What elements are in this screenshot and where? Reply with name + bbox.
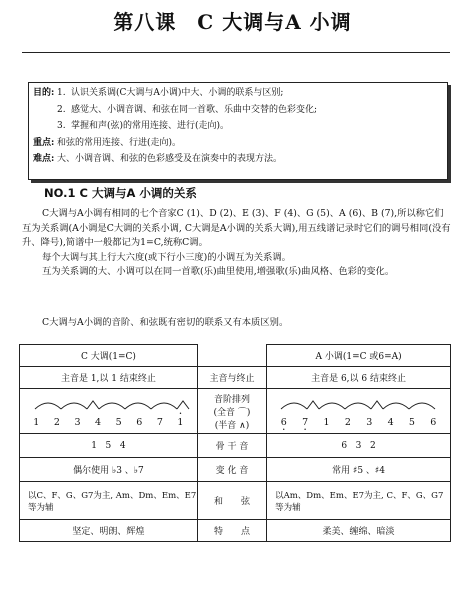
note: 7 (156, 416, 163, 428)
difficulty-label: 难点: (33, 154, 55, 164)
chords-a: 以Am、Dm、Em、E7为主, C、F、G、G7 等为辅 (267, 482, 451, 520)
note: 2 (53, 416, 60, 428)
scale-notes (20, 414, 197, 428)
core-notes-a: 6 3 2 (267, 434, 451, 458)
character-a: 柔美、缠绵、暗淡 (267, 520, 451, 542)
interval-arcs (271, 395, 447, 411)
note: 6 (430, 416, 437, 428)
table-head-c-major: C 大调(1=C) (20, 345, 198, 367)
altered-notes-c (20, 458, 198, 482)
goal-row-1 (33, 85, 447, 102)
page-title: 第八课 C 大调与A 小调 (113, 10, 352, 34)
scale-a-minor (267, 389, 451, 434)
section-heading: NO.1 C 大调与A 小调的关系 (44, 186, 197, 200)
scale-notes (267, 414, 450, 428)
paragraph: C大调与A小调有相同的七个音家C (1)、D (2)、E (3)、F (4)、G (5)、A (6)、B (7),所以称它们互为关系调(A小调是C大调的关系小调, C大调是A小调的关系大调),用五线谱记录时它们的调号相同(没有升、降号),简谱中一般都记为1=C,统称C调。 (22, 208, 451, 248)
altered-notes-a (267, 458, 451, 482)
row-label-core-notes: 骨 干 音 (197, 434, 266, 458)
table-head-a-minor: A 小调(1=C 或6=A) (267, 345, 451, 367)
tonic-c: 主音是 1,以 1 结束终止 (20, 367, 198, 389)
goal-num: 3. (57, 121, 66, 131)
scale-half-tone: (半音 ∧) (214, 420, 250, 431)
character-c: 坚定、明朗、辉煌 (20, 520, 198, 542)
key-point-text: 和弦的常用连接、行进(走向)。 (57, 137, 182, 148)
goals-box (28, 82, 448, 180)
goal-row-3 (33, 118, 447, 135)
note: 3 (74, 416, 81, 428)
note: 7 · (302, 417, 308, 428)
goal-text: 掌握和声(弦)的常用连接、进行(走向)。 (71, 121, 230, 131)
scale-c-major (20, 389, 198, 434)
note: 6 (136, 416, 143, 428)
tonic-a: 主音是 6,以 6 结束终止 (267, 367, 451, 389)
difficulty-text: 大、小调音调、和弦的色彩感受及在演奏中的表现方法。 (57, 154, 283, 164)
note: 4 (387, 416, 394, 428)
interval-arcs (23, 395, 193, 411)
note: · 1 (177, 417, 183, 428)
core-notes-c: 1 5 4 (20, 434, 198, 458)
goal-text: 认识关系调(C大调与A小调)中大、小调的联系与区别; (71, 88, 284, 98)
title-underline (22, 52, 450, 53)
altered-prefix: 偶尔使用 (73, 466, 110, 476)
altered-prefix: 常用 (332, 466, 351, 476)
row-label-altered: 变 化 音 (197, 458, 266, 482)
difficulty-row (33, 151, 447, 168)
row-label-scale (197, 389, 266, 434)
note: 5 (408, 416, 415, 428)
key-point-label: 重点: (33, 137, 55, 148)
goal-num: 1. (57, 88, 66, 98)
note: 1 (33, 416, 40, 428)
note: 1 (323, 416, 330, 428)
altered-values: ♭3 、♭7 (111, 466, 144, 476)
note: 4 (95, 416, 102, 428)
scale-title: 音阶排列 (213, 394, 250, 405)
goals-label: 目的: (33, 88, 55, 98)
chords-c: 以C、F、G、G7为主, Am、Dm、Em、E7 等为辅 (20, 482, 198, 520)
row-label-character: 特 点 (197, 520, 266, 542)
goal-row-2 (33, 102, 447, 119)
body-text-2 (22, 316, 452, 331)
row-label-chords: 和 弦 (197, 482, 266, 520)
altered-values: ♯5 、♯4 (352, 466, 386, 476)
note: 5 (115, 416, 122, 428)
goal-text: 感觉大、小调音调、和弦在同一首歌、乐曲中交替的色彩变化; (71, 104, 318, 115)
row-label-tonic: 主音与终止 (197, 367, 266, 389)
note: 2 (344, 416, 351, 428)
note: 3 (366, 416, 373, 428)
body-text (22, 207, 452, 280)
goal-num: 2. (57, 104, 66, 115)
key-point-row (33, 135, 447, 152)
paragraph: 互为关系调的大、小调可以在同一首歌(乐)曲里使用,增强歌(乐)曲风格、色彩的变化。 (42, 266, 395, 277)
comparison-table (19, 344, 451, 542)
note: 6 · (281, 417, 287, 428)
scale-whole-tone: (全音 ⌒) (213, 407, 251, 418)
paragraph: C大调与A小调的音阶、和弦既有密切的联系又有本质区别。 (42, 317, 289, 328)
paragraph: 每个大调与其上行大六度(或下行小三度)的小调互为关系调。 (42, 251, 291, 263)
